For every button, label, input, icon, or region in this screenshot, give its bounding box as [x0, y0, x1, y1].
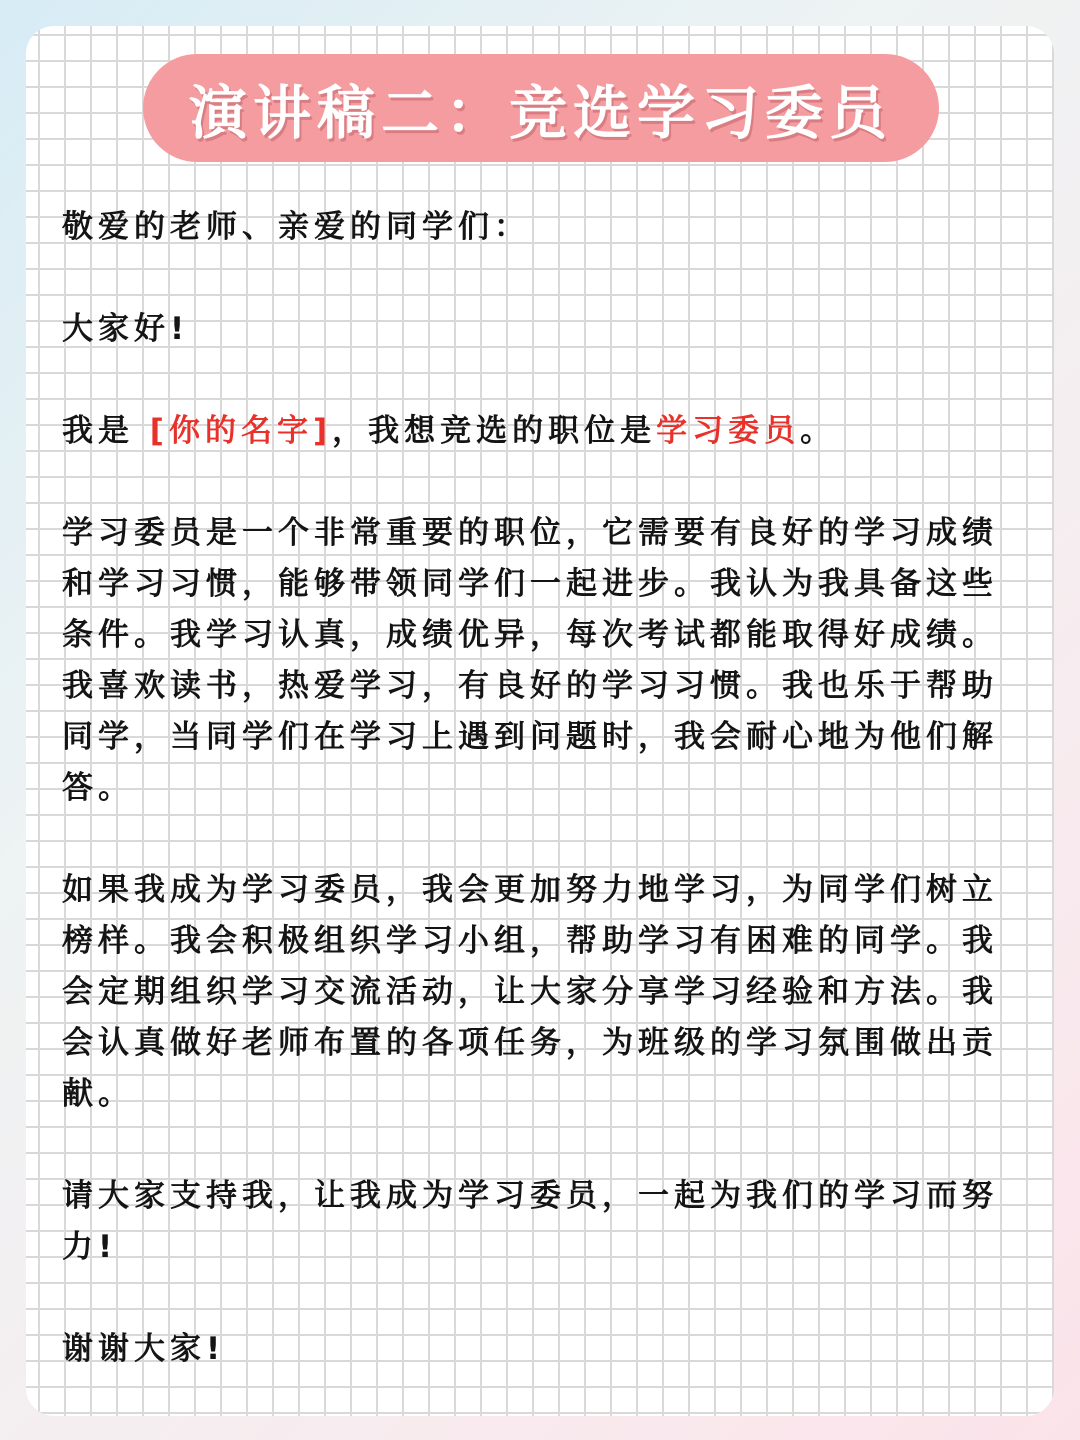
position-name: 学习委员 — [656, 413, 801, 449]
appeal-paragraph: 请大家支持我，让我成为学习委员，一起为我们的学习而努力! — [62, 1178, 998, 1265]
intro-paragraph — [62, 406, 1022, 457]
qualification-paragraph: 学习委员是一个非常重要的职位，它需要有良好的学习成绩和学习习惯，能够带领同学们一起进步。我认为我具备这些条件。我学习认真，成绩优异，每次考试都能取得好成绩。我喜欢读书，热爱学习，有良好的学习习惯。我也乐于帮助同学，当同学们在学习上遇到问题时，我会耐心地为他们解答。 — [62, 515, 998, 806]
page-title: 演讲稿二：竞选学习委员 — [188, 79, 893, 147]
closing-line: 谢谢大家! — [62, 1331, 226, 1367]
intro-suffix: 。 — [800, 413, 837, 449]
intro-middle: ，我想竞选的职位是 — [332, 413, 657, 449]
speech-card — [26, 26, 1054, 1416]
greeting: 敬爱的老师、亲爱的同学们： — [62, 209, 530, 245]
plans-paragraph: 如果我成为学习委员，我会更加努力地学习，为同学们树立榜样。我会积极组织学习小组，帮助学习有困难的同学。我会定期组织学习交流活动，让大家分享学习经验和方法。我会认真做好老师布置的各项任务，为班级的学习氛围做出贡献。 — [62, 872, 998, 1112]
speech-body — [62, 202, 1022, 1416]
title-banner — [143, 54, 939, 162]
intro-prefix: 我是 — [62, 413, 150, 449]
name-placeholder: [你的名字] — [149, 413, 333, 449]
hello-line: 大家好! — [62, 311, 190, 347]
